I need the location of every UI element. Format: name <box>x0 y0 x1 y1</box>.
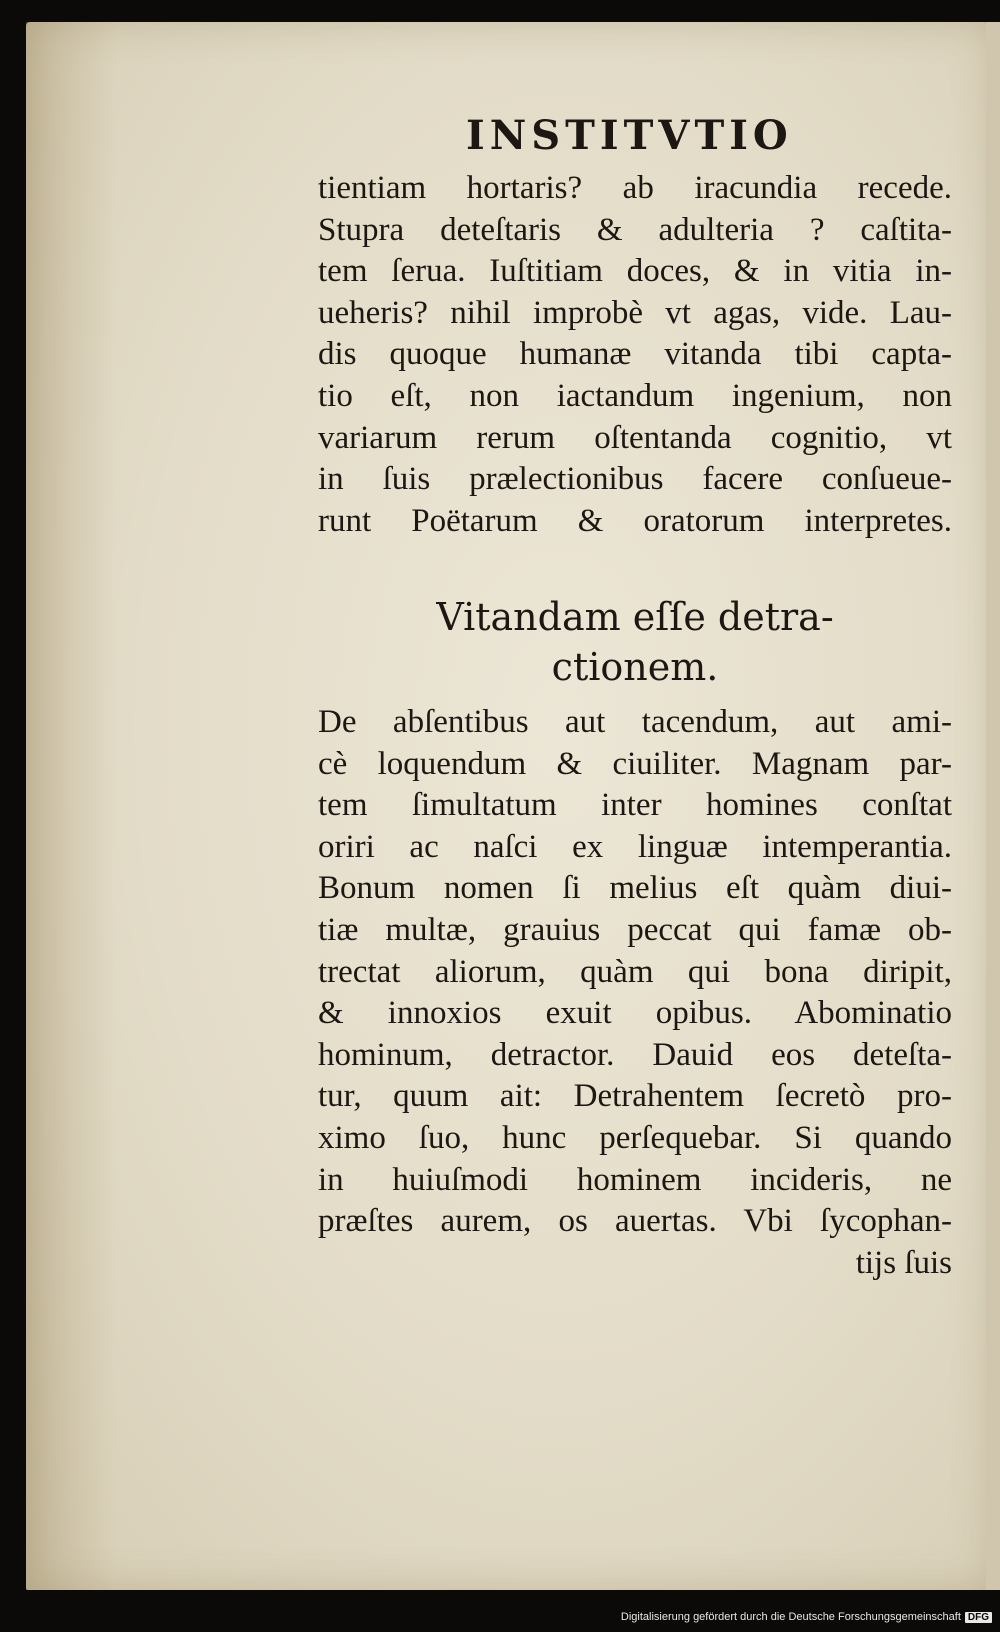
text-line: in huiuſmodi hominem incideris, ne <box>318 1161 952 1198</box>
funding-credit: Digitalisierung gefördert durch die Deutsche Forschungsgemeinschaft <box>620 1611 961 1623</box>
section-heading-line-2: ctionem. <box>551 645 719 689</box>
page-gutter-shadow <box>26 22 116 1590</box>
text-line: ueheris? nihil improbè vt agas, vide. Lau- <box>318 294 952 331</box>
text-line: dis quoque humanæ vitanda tibi capta- <box>318 336 952 373</box>
text-line: ximo ſuo, hunc perſequebar. Si quando <box>318 1119 952 1156</box>
text-line: tio eſt, non iactandum ingenium, non <box>318 377 952 414</box>
text-line: hominum, detractor. Dauid eos deteſta- <box>318 1036 952 1073</box>
text-line: Stupra deteſtaris & adulteria ? caſtita- <box>318 211 952 248</box>
dfg-logo: DFG <box>965 1612 992 1623</box>
text-line: in ſuis prælectionibus facere conſueue- <box>318 461 952 498</box>
catchword: tijs ſuis <box>855 1244 952 1281</box>
text-line: trectat aliorum, quàm qui bona diripit, <box>318 953 952 990</box>
text-line: oriri ac naſci ex linguæ intemperantia. <box>318 828 952 865</box>
text-line: variarum rerum oſtentanda cognitio, vt <box>318 419 952 456</box>
text-line: tientiam hortaris? ab iracundia recede. <box>318 170 952 206</box>
text-line: & innoxios exuit opibus. Abominatio <box>318 995 952 1032</box>
paragraph-1 <box>318 168 952 542</box>
text-line: tur, quum ait: Detrahentem ſecretò pro- <box>318 1078 952 1115</box>
facing-page-edge <box>986 22 1000 1590</box>
text-line: De abſentibus aut tacendum, aut ami- <box>318 704 952 740</box>
digitization-footer <box>0 1608 1000 1626</box>
section-heading <box>318 592 952 692</box>
text-line: tem ſerua. Iuſtitiam doces, & in vitia in- <box>318 253 952 290</box>
text-line: cè loquendum & ciuiliter. Magnam par- <box>318 745 952 782</box>
text-line: tem ſimultatum inter homines conſtat <box>318 787 952 824</box>
section-heading-line-1: Vitandam eſſe detra- <box>436 595 834 639</box>
text-line: præſtes aurem, os auertas. Vbi ſycophan- <box>318 1203 952 1240</box>
text-line: Bonum nomen ſi melius eſt quàm diui- <box>318 870 952 907</box>
text-line: tiæ multæ, grauius peccat qui famæ ob- <box>318 911 952 948</box>
running-header: INSTITVTIO <box>466 112 793 159</box>
text-line: runt Poëtarum & oratorum interpretes. <box>318 502 952 539</box>
paragraph-2 <box>318 702 952 1284</box>
